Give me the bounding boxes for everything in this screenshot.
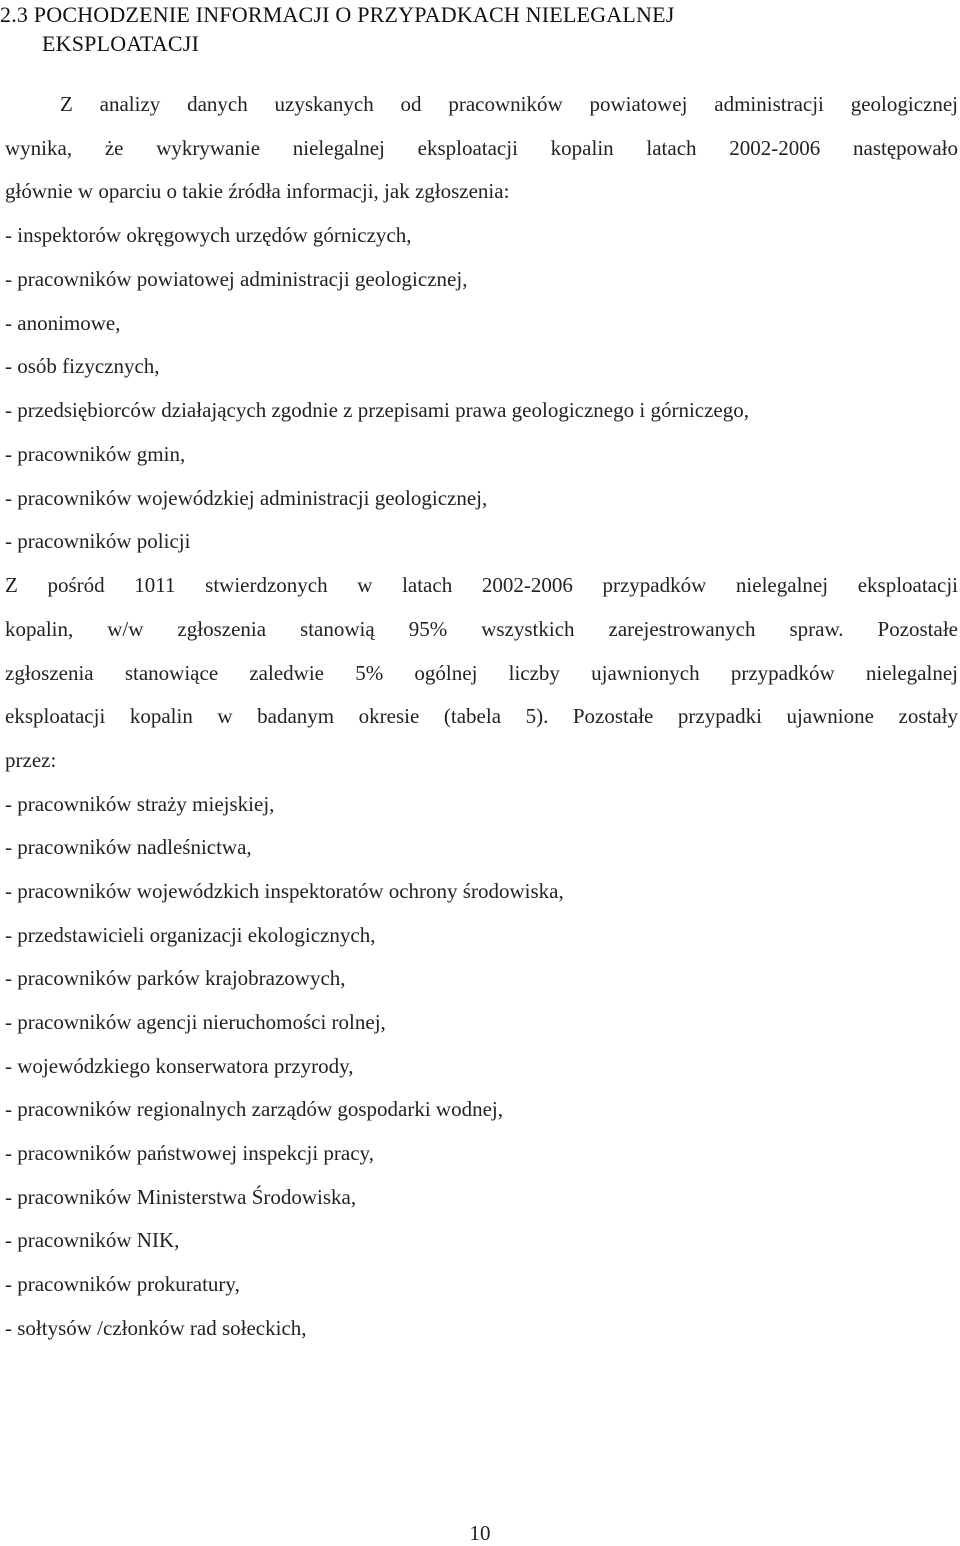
list-item: - pracowników gmin, xyxy=(5,442,186,466)
list-item: - anonimowe, xyxy=(5,311,121,335)
list-item: - pracowników parków krajobrazowych, xyxy=(5,966,346,990)
paragraph2-line-1: Z pośród 1011 stwierdzonych w latach 2002-2006 przypadków nielegalnej eksploatacji xyxy=(5,573,958,597)
page-number: 10 xyxy=(469,1521,491,1545)
list-item: - osób fizycznych, xyxy=(5,354,160,378)
list-item: - wojewódzkiego konserwatora przyrody, xyxy=(5,1054,354,1078)
intro-line-1: Z analizy danych uzyskanych od pracowników powiatowej administracji geologicznej xyxy=(60,92,958,116)
list-item: - przedstawicieli organizacji ekologicznych, xyxy=(5,923,376,947)
paragraph2-line-5: przez: xyxy=(5,748,57,772)
section-heading xyxy=(0,0,940,58)
list-item: - przedsiębiorców działających zgodnie z przepisami prawa geologicznego i górniczego, xyxy=(5,398,750,422)
list-item: - pracowników Ministerstwa Środowiska, xyxy=(5,1185,357,1209)
section-heading-line-1: 2.3 POCHODZENIE INFORMACJI O PRZYPADKACH NIELEGALNEJ xyxy=(0,2,675,27)
paragraph2-line-3: zgłoszenia stanowiące zaledwie 5% ogólnej liczby ujawnionych przypadków nielegalnej xyxy=(5,661,958,685)
list-item: - pracowników nadleśnictwa, xyxy=(5,835,252,859)
list-item: - pracowników prokuratury, xyxy=(5,1272,240,1296)
paragraph2-line-4: eksploatacji kopalin w badanym okresie (tabela 5). Pozostałe przypadki ujawnione zostały xyxy=(5,704,958,728)
list-item: - pracowników wojewódzkiej administracji geologicznej, xyxy=(5,486,488,510)
paragraph2-line-2: kopalin, w/w zgłoszenia stanowią 95% wszystkich zarejestrowanych spraw. Pozostałe xyxy=(5,617,958,641)
list-item: - sołtysów /członków rad sołeckich, xyxy=(5,1316,307,1340)
list-item: - pracowników agencji nieruchomości rolnej, xyxy=(5,1010,386,1034)
list-item: - pracowników straży miejskiej, xyxy=(5,792,275,816)
list-item: - pracowników policji xyxy=(5,529,191,553)
list-item: - inspektorów okręgowych urzędów górniczych, xyxy=(5,223,412,247)
intro-line-2: wynika, że wykrywanie nielegalnej eksploatacji kopalin latach 2002-2006 następowało xyxy=(5,136,958,160)
list-item: - pracowników NIK, xyxy=(5,1228,180,1252)
list-item: - pracowników regionalnych zarządów gospodarki wodnej, xyxy=(5,1097,504,1121)
list-item: - pracowników powiatowej administracji geologicznej, xyxy=(5,267,468,291)
list-item: - pracowników państwowej inspekcji pracy, xyxy=(5,1141,374,1165)
section-heading-line-2: EKSPLOATACJI xyxy=(42,31,200,56)
intro-line-3: głównie w oparciu o takie źródła informacji, jak zgłoszenia: xyxy=(5,179,510,203)
list-item: - pracowników wojewódzkich inspektoratów ochrony środowiska, xyxy=(5,879,564,903)
